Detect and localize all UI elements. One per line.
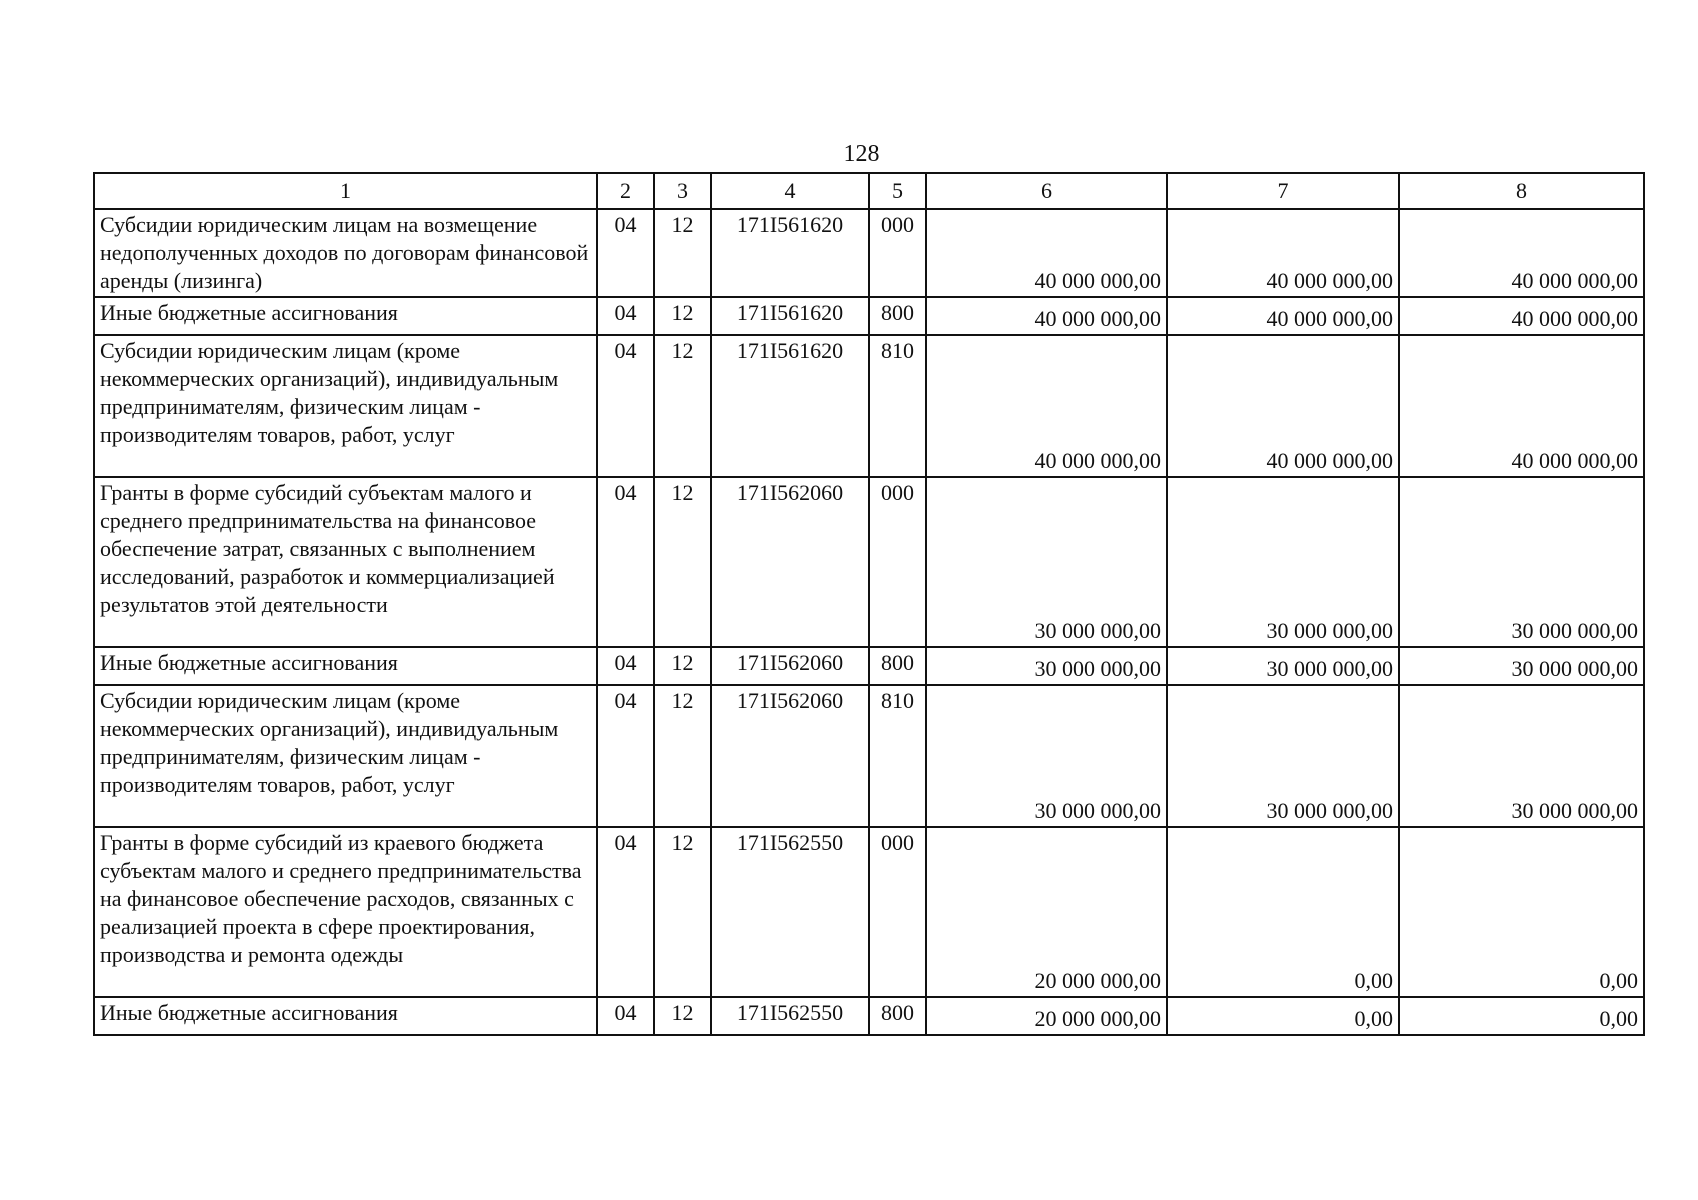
expense-type-code: 810 (869, 685, 926, 827)
amount-cell: 40 000 000,00 (1167, 335, 1399, 477)
subsection-code: 12 (654, 647, 711, 685)
section-code: 04 (597, 827, 654, 997)
section-code: 04 (597, 209, 654, 297)
expense-name: Субсидии юридическим лицам (кроме некоммерческих организаций), индивидуальным предпринимателям, физическим лицам - производителям товаров, работ, услуг (94, 335, 597, 477)
amount-cell: 30 000 000,00 (1167, 685, 1399, 827)
table-row (94, 685, 1644, 827)
target-code: 171I562060 (711, 647, 869, 685)
amount-cell: 30 000 000,00 (926, 477, 1167, 647)
expense-type-code: 810 (869, 335, 926, 477)
table-row (94, 997, 1644, 1035)
column-header: 6 (926, 173, 1167, 209)
amount-cell: 30 000 000,00 (926, 647, 1167, 685)
amount-cell: 40 000 000,00 (1167, 209, 1399, 297)
amount-cell: 40 000 000,00 (1167, 297, 1399, 335)
expense-name: Гранты в форме субсидий из краевого бюджета субъектам малого и среднего предпринимательства на финансовое обеспечение расходов, связанных с реализацией проекта в сфере проектирования, производства и ремонта одежды (94, 827, 597, 997)
table-row (94, 335, 1644, 477)
column-header: 8 (1399, 173, 1644, 209)
amount-cell: 40 000 000,00 (1399, 335, 1644, 477)
amount-cell: 30 000 000,00 (926, 685, 1167, 827)
target-code: 171I562060 (711, 477, 869, 647)
target-code: 171I562550 (711, 997, 869, 1035)
expense-name: Гранты в форме субсидий субъектам малого и среднего предпринимательства на финансовое обеспечение затрат, связанных с выполнением исследований, разработок и коммерциализацией результатов этой деятельности (94, 477, 597, 647)
amount-cell: 40 000 000,00 (1399, 297, 1644, 335)
column-header: 3 (654, 173, 711, 209)
target-code: 171I561620 (711, 335, 869, 477)
amount-cell: 40 000 000,00 (926, 297, 1167, 335)
column-header: 4 (711, 173, 869, 209)
section-code: 04 (597, 997, 654, 1035)
column-header: 7 (1167, 173, 1399, 209)
expense-type-code: 000 (869, 477, 926, 647)
amount-cell: 30 000 000,00 (1399, 477, 1644, 647)
table-row (94, 827, 1644, 997)
subsection-code: 12 (654, 827, 711, 997)
expense-name: Иные бюджетные ассигнования (94, 647, 597, 685)
subsection-code: 12 (654, 997, 711, 1035)
table-row (94, 647, 1644, 685)
amount-cell: 40 000 000,00 (1399, 209, 1644, 297)
amount-cell: 0,00 (1167, 997, 1399, 1035)
subsection-code: 12 (654, 685, 711, 827)
expense-type-code: 800 (869, 297, 926, 335)
subsection-code: 12 (654, 477, 711, 647)
expense-name: Иные бюджетные ассигнования (94, 297, 597, 335)
amount-cell: 20 000 000,00 (926, 997, 1167, 1035)
section-code: 04 (597, 477, 654, 647)
column-header: 1 (94, 173, 597, 209)
table-row (94, 209, 1644, 297)
expense-type-code: 800 (869, 997, 926, 1035)
target-code: 171I561620 (711, 209, 869, 297)
budget-table (93, 172, 1645, 1036)
table-row (94, 477, 1644, 647)
amount-cell: 30 000 000,00 (1167, 647, 1399, 685)
amount-cell: 30 000 000,00 (1399, 685, 1644, 827)
expense-name: Субсидии юридическим лицам на возмещение недополученных доходов по договорам финансовой аренды (лизинга) (94, 209, 597, 297)
amount-cell: 40 000 000,00 (926, 209, 1167, 297)
expense-name: Иные бюджетные ассигнования (94, 997, 597, 1035)
column-header: 5 (869, 173, 926, 209)
table-header-row (94, 173, 1644, 209)
amount-cell: 0,00 (1167, 827, 1399, 997)
column-header: 2 (597, 173, 654, 209)
amount-cell: 0,00 (1399, 827, 1644, 997)
table-row (94, 297, 1644, 335)
target-code: 171I562060 (711, 685, 869, 827)
amount-cell: 40 000 000,00 (926, 335, 1167, 477)
section-code: 04 (597, 685, 654, 827)
subsection-code: 12 (654, 335, 711, 477)
subsection-code: 12 (654, 209, 711, 297)
section-code: 04 (597, 647, 654, 685)
expense-type-code: 000 (869, 827, 926, 997)
target-code: 171I562550 (711, 827, 869, 997)
section-code: 04 (597, 335, 654, 477)
amount-cell: 20 000 000,00 (926, 827, 1167, 997)
section-code: 04 (597, 297, 654, 335)
amount-cell: 0,00 (1399, 997, 1644, 1035)
target-code: 171I561620 (711, 297, 869, 335)
amount-cell: 30 000 000,00 (1399, 647, 1644, 685)
page-number: 128 (843, 141, 880, 167)
expense-name: Субсидии юридическим лицам (кроме некоммерческих организаций), индивидуальным предпринимателям, физическим лицам - производителям товаров, работ, услуг (94, 685, 597, 827)
expense-type-code: 000 (869, 209, 926, 297)
amount-cell: 30 000 000,00 (1167, 477, 1399, 647)
expense-type-code: 800 (869, 647, 926, 685)
subsection-code: 12 (654, 297, 711, 335)
